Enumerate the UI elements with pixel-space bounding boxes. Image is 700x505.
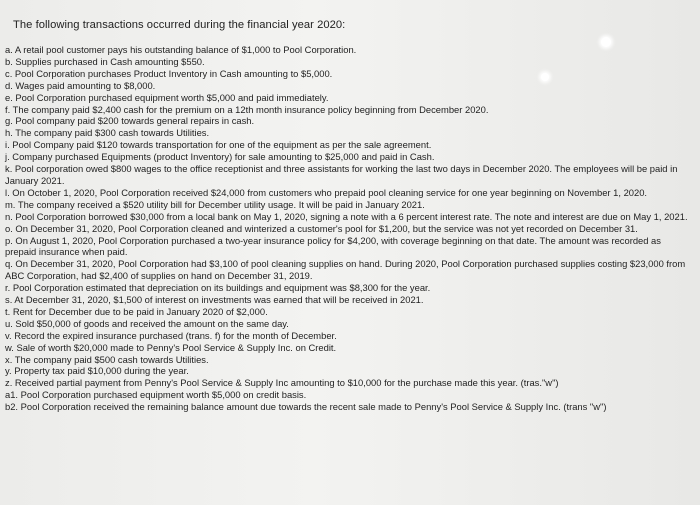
transaction-item: r. Pool Corporation estimated that depreciation on its buildings and equipment was $8,300 for the year. (5, 282, 431, 294)
transaction-list (5, 44, 693, 413)
transaction-item: u. Sold $50,000 of goods and received the amount on the same day. (5, 317, 289, 329)
transaction-item: g. Pool company paid $200 towards general repairs in cash. (5, 115, 255, 127)
transaction-item: m. The company received a $520 utility bill for December utility usage. It will be paid in January 2021. (5, 198, 425, 210)
transaction-item: v. Record the expired insurance purchased (trans. f) for the month of December. (5, 329, 337, 341)
transaction-item: w. Sale of worth $20,000 made to Penny's Pool Service & Supply Inc. on Credit. (5, 341, 337, 353)
glare-dot (601, 37, 611, 47)
transaction-item: p. On August 1, 2020, Pool Corporation purchased a two-year insurance policy for $4,200, with coverage beginning on that date. The amount was recorded as prepaid insurance when paid. (5, 234, 661, 258)
transaction-item: f. The company paid $2,400 cash for the premium on a 12th month insurance policy beginning from December 2020. (5, 103, 489, 115)
transaction-item: j. Company purchased Equipments (product Inventory) for sale amounting to $25,000 and paid in Cash. (5, 151, 435, 163)
transaction-item: z. Received partial payment from Penny's Pool Service & Supply Inc amounting to $10,000 for the purchase made this year. (tras."w") (5, 377, 559, 389)
transaction-item: b2. Pool Corporation received the remaining balance amount due towards the recent sale made to Penny's Pool Service & Supply Inc. (trans "w") (5, 401, 607, 413)
glare-dot (541, 73, 549, 81)
transaction-item: k. Pool corporation owed $800 wages to the office receptionist and three assistants for working the last two days in December 2020. The employees will be paid in January 2021. (5, 163, 678, 186)
transaction-item: e. Pool Corporation purchased equipment worth $5,000 and paid immediately. (5, 91, 329, 103)
transaction-item: d. Wages paid amounting to $8,000. (5, 79, 156, 91)
transaction-item: s. At December 31, 2020, $1,500 of interest on investments was earned that will be received in 2021. (5, 294, 424, 306)
transaction-item: o. On December 31, 2020, Pool Corporation cleaned and winterized a customer's pool for $1,200, but the service was not yet recorded on December 31. (5, 222, 638, 234)
transaction-item: b. Supplies purchased in Cash amounting $550. (5, 55, 205, 67)
transaction-item: c. Pool Corporation purchases Product Inventory in Cash amounting to $5,000. (5, 67, 333, 79)
transaction-item: q. On December 31, 2020, Pool Corporation had $3,100 of pool cleaning supplies on hand. During 2020, Pool Corporation purchased supplies costing $23,000 from ABC Corporation, had $2,400 of supplies on hand on December 31, 2019. (5, 258, 686, 282)
transaction-item: y. Property tax paid $10,000 during the year. (5, 365, 189, 377)
transaction-item: t. Rent for December due to be paid in January 2020 of $2,000. (5, 305, 268, 317)
transaction-item: x. The company paid $500 cash towards Utilities. (5, 353, 209, 365)
transaction-item: a1. Pool Corporation purchased equipment worth $5,000 on credit basis. (5, 389, 307, 401)
transaction-item: h. The company paid $300 cash towards Utilities. (5, 127, 210, 139)
document-title: The following transactions occurred during the financial year 2020: (13, 19, 346, 31)
transaction-item: i. Pool Company paid $120 towards transportation for one of the equipment as per the sale agreement. (5, 139, 432, 151)
transaction-item: n. Pool Corporation borrowed $30,000 from a local bank on May 1, 2020, signing a note with a 6 percent interest rate. The note and interest are due on May 1, 2021. (5, 210, 688, 222)
transaction-item: a. A retail pool customer pays his outstanding balance of $1,000 to Pool Corporation. (5, 44, 357, 55)
transaction-item: l. On October 1, 2020, Pool Corporation received $24,000 from customers who prepaid pool cleaning service for one year beginning on November 1, 2020. (5, 186, 648, 198)
